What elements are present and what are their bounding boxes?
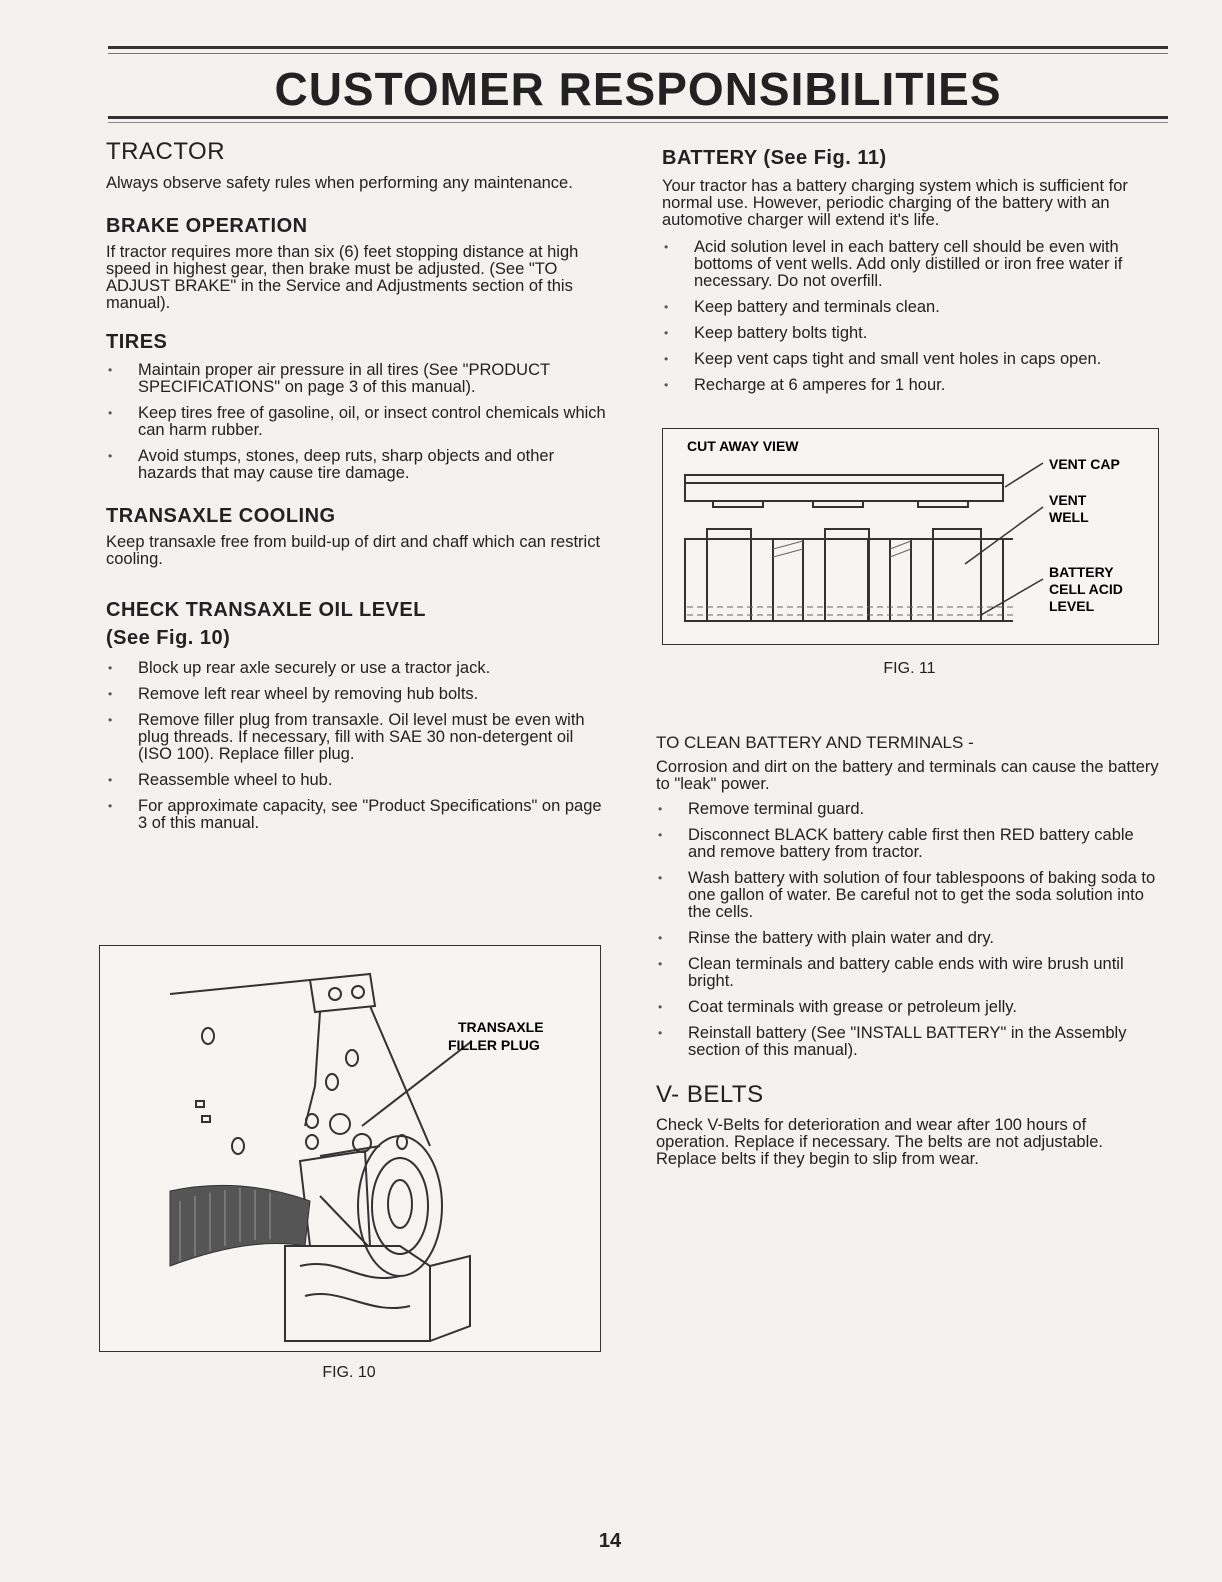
- list-item: • Avoid stumps, stones, deep ruts, sharp objects and other hazards that may cause tire damage.: [106, 448, 610, 482]
- right-column-lower: [656, 734, 1164, 1168]
- brake-heading: BRAKE OPERATION: [106, 215, 308, 237]
- list-item: • Remove left rear wheel by removing hub bolts.: [106, 686, 610, 703]
- acid-level-label-line2: CELL ACID: [1049, 581, 1123, 597]
- right-column: [662, 146, 1167, 403]
- list-item: • Keep vent caps tight and small vent holes in caps open.: [662, 351, 1167, 368]
- tires-heading: TIRES: [106, 331, 168, 353]
- v-belts-text: Check V-Belts for deterioration and wear after 100 hours of operation. Replace if necessary. The belts are not adjustable. Replace belts if they begin to slip from wear.: [656, 1116, 1103, 1168]
- acid-level-label-line3: LEVEL: [1049, 598, 1095, 614]
- list-item: • Keep battery bolts tight.: [662, 325, 1167, 342]
- list-item: • Clean terminals and battery cable ends with wire brush until bright.: [656, 956, 1164, 990]
- list-item: • Remove terminal guard.: [656, 801, 1164, 818]
- top-rule: [108, 46, 1168, 49]
- brake-text: If tractor requires more than six (6) feet stopping distance at high speed in highest gear, then brake must be adjusted. (See "TO ADJUST BRAKE" in the Service and Adjustments section of this manual).: [106, 243, 579, 312]
- clean-battery-heading: TO CLEAN BATTERY AND TERMINALS -: [656, 733, 974, 752]
- left-column: [106, 138, 610, 841]
- battery-heading: BATTERY (See Fig. 11): [662, 147, 887, 169]
- top-rule-thin: [108, 53, 1168, 54]
- list-item: • Rinse the battery with plain water and dry.: [656, 930, 1164, 947]
- oil-level-heading: CHECK TRANSAXLE OIL LEVEL: [106, 599, 426, 621]
- tractor-text: Always observe safety rules when performing any maintenance.: [106, 174, 573, 192]
- vent-well-label-line2: WELL: [1049, 509, 1089, 525]
- v-belts-heading: V- BELTS: [656, 1081, 764, 1108]
- transaxle-cooling-text: Keep transaxle free from build-up of dirt and chaff which can restrict cooling.: [106, 533, 601, 568]
- tractor-heading: TRACTOR: [106, 138, 226, 165]
- list-item: • Coat terminals with grease or petroleum jelly.: [656, 999, 1164, 1016]
- vent-cap-label: VENT CAP: [1049, 456, 1120, 472]
- battery-text: Your tractor has a battery charging system which is sufficient for normal use. However, periodic charging of the battery with an automotive charger will extend it's life.: [662, 177, 1128, 229]
- figure-11: [662, 428, 1159, 645]
- list-item: • Keep tires free of gasoline, oil, or insect control chemicals which can harm rubber.: [106, 405, 610, 439]
- transaxle-illustration: [100, 946, 600, 1351]
- list-item: • Disconnect BLACK battery cable first then RED battery cable and remove battery from tractor.: [656, 827, 1164, 861]
- list-item: • Maintain proper air pressure in all tires (See "PRODUCT SPECIFICATIONS" on page 3 of this manual).: [106, 362, 610, 396]
- list-item: • Keep battery and terminals clean.: [662, 299, 1167, 316]
- battery-cutaway-illustration: [663, 429, 1158, 644]
- list-item: • For approximate capacity, see "Product Specifications" on page 3 of this manual.: [106, 798, 610, 832]
- list-item: • Wash battery with solution of four tablespoons of baking soda to one gallon of water. Be careful not to get the soda solution into the cells.: [656, 870, 1164, 921]
- clean-battery-text: Corrosion and dirt on the battery and terminals can cause the battery to "leak" power.: [656, 758, 1159, 793]
- title-bottom-rule: [108, 116, 1168, 119]
- tires-list: [106, 362, 610, 482]
- list-item: • Block up rear axle securely or use a tractor jack.: [106, 660, 610, 677]
- battery-list: [662, 239, 1167, 394]
- acid-level-label-line1: BATTERY: [1049, 564, 1114, 580]
- page-number: 14: [598, 1530, 622, 1552]
- filler-plug-label-line2: FILLER PLUG: [448, 1037, 540, 1053]
- oil-level-list: [106, 660, 610, 832]
- list-item: • Reinstall battery (See "INSTALL BATTERY" in the Assembly section of this manual).: [656, 1025, 1164, 1059]
- vent-well-label-line1: VENT: [1049, 492, 1087, 508]
- page-title: CUSTOMER RESPONSIBILITIES: [274, 63, 1002, 115]
- list-item: • Remove filler plug from transaxle. Oil level must be even with plug threads. If necessary, fill with SAE 30 non-detergent oil (ISO 100). Replace filler plug.: [106, 712, 610, 763]
- list-item: • Recharge at 6 amperes for 1 hour.: [662, 377, 1167, 394]
- clean-battery-list: [656, 801, 1164, 1059]
- figure-10: [99, 945, 601, 1352]
- oil-level-subheading: (See Fig. 10): [106, 627, 231, 649]
- list-item: • Reassemble wheel to hub.: [106, 772, 610, 789]
- transaxle-cooling-heading: TRANSAXLE COOLING: [106, 505, 336, 527]
- title-bottom-rule-thin: [108, 122, 1168, 123]
- cut-away-view-label: CUT AWAY VIEW: [687, 438, 799, 454]
- list-item: • Acid solution level in each battery cell should be even with bottoms of vent wells. Add only distilled or iron free water if necessary. Do not overfill.: [662, 239, 1167, 290]
- filler-plug-label-line1: TRANSAXLE: [458, 1019, 544, 1035]
- figure-11-caption: FIG. 11: [883, 660, 936, 677]
- figure-10-caption: FIG. 10: [322, 1364, 376, 1381]
